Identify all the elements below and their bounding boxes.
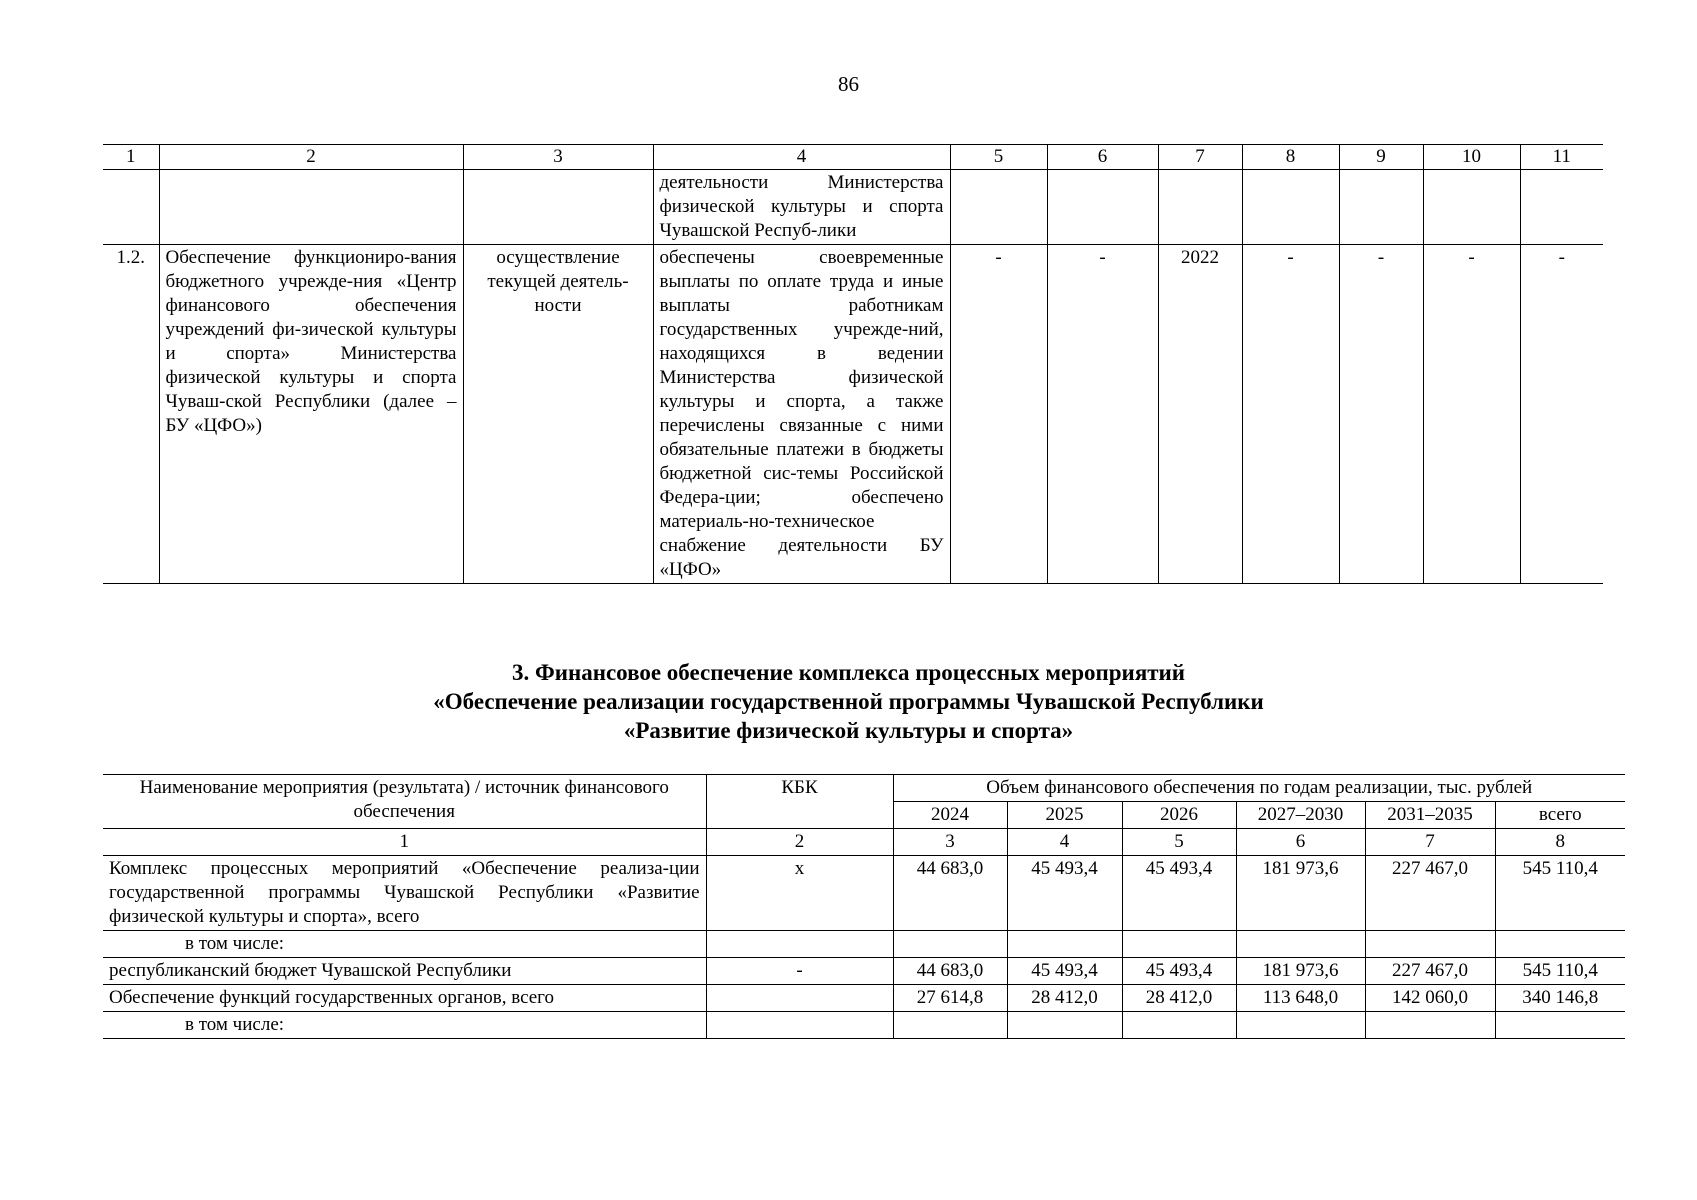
year-header: 2027–2030 <box>1236 802 1365 829</box>
column-number: 8 <box>1242 145 1339 170</box>
section-title-line: «Обеспечение реализации государственной программы Чувашской Республики <box>433 689 1264 714</box>
cell-value: - <box>1423 245 1520 584</box>
section-title-line: «Развитие физической культуры и спорта» <box>623 718 1074 743</box>
cell-value: 44 683,0 <box>893 856 1007 931</box>
table-row <box>103 245 1603 584</box>
cell-value: 45 493,4 <box>1122 856 1236 931</box>
cell-value: - <box>1047 245 1158 584</box>
year-header: 2026 <box>1122 802 1236 829</box>
activity-result: обеспечены своевременные выплаты по оплате труда и иные выплаты работникам государственных учрежде-ний, находящихся в ведении Министерства физической культуры и спорта, а также перечислены связанные с ними обязательные платежи в бюджеты бюджетной сис-темы Российской Федера-ции; обеспечено материаль-но-техническое снабжение деятельности БУ «ЦФО» <box>653 245 950 584</box>
cell-value: 2022 <box>1158 245 1242 584</box>
cell-value <box>1365 1012 1495 1039</box>
activity-type: осуществление текущей деятель-ности <box>463 245 653 584</box>
cell-value: - <box>950 245 1047 584</box>
column-number: 3 <box>893 829 1007 856</box>
column-number: 4 <box>1007 829 1122 856</box>
header-name: Наименование мероприятия (результата) / источник финансового обеспечения <box>103 775 706 829</box>
cell-value <box>1122 931 1236 958</box>
cell-value: 28 412,0 <box>1122 985 1236 1012</box>
cell-value <box>1122 1012 1236 1039</box>
column-number: 5 <box>950 145 1047 170</box>
cell-value <box>1007 1012 1122 1039</box>
cell-value: 44 683,0 <box>893 958 1007 985</box>
financing-table <box>103 774 1625 1039</box>
column-number: 9 <box>1339 145 1423 170</box>
row-name: Комплекс процессных мероприятий «Обеспечение реализа-ции государственной программы Чувашской Республики «Развитие физической культуры и спорта», всего <box>103 856 706 931</box>
column-number: 1 <box>103 829 706 856</box>
cell-value: 45 493,4 <box>1007 856 1122 931</box>
column-number-row <box>103 829 1625 856</box>
cell-value: 227 467,0 <box>1365 958 1495 985</box>
header-volume: Объем финансового обеспечения по годам реализации, тыс. рублей <box>893 775 1625 802</box>
column-number: 7 <box>1365 829 1495 856</box>
year-header: всего <box>1495 802 1625 829</box>
cell-value <box>893 1012 1007 1039</box>
column-number: 7 <box>1158 145 1242 170</box>
column-number: 8 <box>1495 829 1625 856</box>
column-number: 2 <box>706 829 893 856</box>
cell-value: 545 110,4 <box>1495 856 1625 931</box>
table-row <box>103 985 1625 1012</box>
cell-value: 340 146,8 <box>1495 985 1625 1012</box>
column-number: 5 <box>1122 829 1236 856</box>
row-kbk <box>706 985 893 1012</box>
cell-value: - <box>1242 245 1339 584</box>
column-number: 2 <box>159 145 463 170</box>
row-kbk <box>706 931 893 958</box>
row-name: в том числе: <box>103 931 706 958</box>
cell-value: 28 412,0 <box>1007 985 1122 1012</box>
cell-value: 113 648,0 <box>1236 985 1365 1012</box>
table-row <box>103 170 1603 245</box>
column-number: 10 <box>1423 145 1520 170</box>
cell-value <box>1365 931 1495 958</box>
cell-value: 227 467,0 <box>1365 856 1495 931</box>
cell-value: 142 060,0 <box>1365 985 1495 1012</box>
row-name: в том числе: <box>103 1012 706 1039</box>
cell-value <box>1236 931 1365 958</box>
column-number: 6 <box>1047 145 1158 170</box>
header-kbk: КБК <box>706 775 893 829</box>
page-number: 86 <box>838 72 859 96</box>
section-title-line: 3. Финансовое обеспечение комплекса процессных мероприятий <box>511 660 1186 685</box>
cell-value <box>1495 1012 1625 1039</box>
continuation-text: деятельности Министерства физической культуры и спорта Чувашской Респуб-лики <box>653 170 950 245</box>
row-number: 1.2. <box>103 245 159 584</box>
row-name: Обеспечение функций государственных органов, всего <box>103 985 706 1012</box>
activity-name: Обеспечение функциониро-вания бюджетного учрежде-ния «Центр финансового обеспечения учреждений фи-зической культуры и спорта» Министерства физической культуры и спорта Чуваш-ской Республики (далее – БУ «ЦФО») <box>159 245 463 584</box>
year-header: 2031–2035 <box>1365 802 1495 829</box>
cell-value: 181 973,6 <box>1236 856 1365 931</box>
cell-value: 181 973,6 <box>1236 958 1365 985</box>
cell-value: 545 110,4 <box>1495 958 1625 985</box>
cell-value: 45 493,4 <box>1007 958 1122 985</box>
column-number-row <box>103 145 1603 170</box>
year-header: 2025 <box>1007 802 1122 829</box>
cell-value: 27 614,8 <box>893 985 1007 1012</box>
cell-value: - <box>1339 245 1423 584</box>
column-number: 6 <box>1236 829 1365 856</box>
table-row <box>103 1012 1625 1039</box>
column-number: 11 <box>1520 145 1603 170</box>
table-row <box>103 958 1625 985</box>
activities-table <box>103 144 1603 584</box>
table-row <box>103 931 1625 958</box>
column-number: 4 <box>653 145 950 170</box>
cell-value <box>1236 1012 1365 1039</box>
cell-value <box>893 931 1007 958</box>
column-number: 3 <box>463 145 653 170</box>
row-kbk: - <box>706 958 893 985</box>
cell-value: 45 493,4 <box>1122 958 1236 985</box>
column-number: 1 <box>103 145 159 170</box>
row-kbk <box>706 1012 893 1039</box>
section-title <box>0 658 1697 745</box>
row-kbk: x <box>706 856 893 931</box>
table-row <box>103 856 1625 931</box>
cell-value: - <box>1520 245 1603 584</box>
cell-value <box>1495 931 1625 958</box>
cell-value <box>1007 931 1122 958</box>
year-header: 2024 <box>893 802 1007 829</box>
row-name: республиканский бюджет Чувашской Республики <box>103 958 706 985</box>
